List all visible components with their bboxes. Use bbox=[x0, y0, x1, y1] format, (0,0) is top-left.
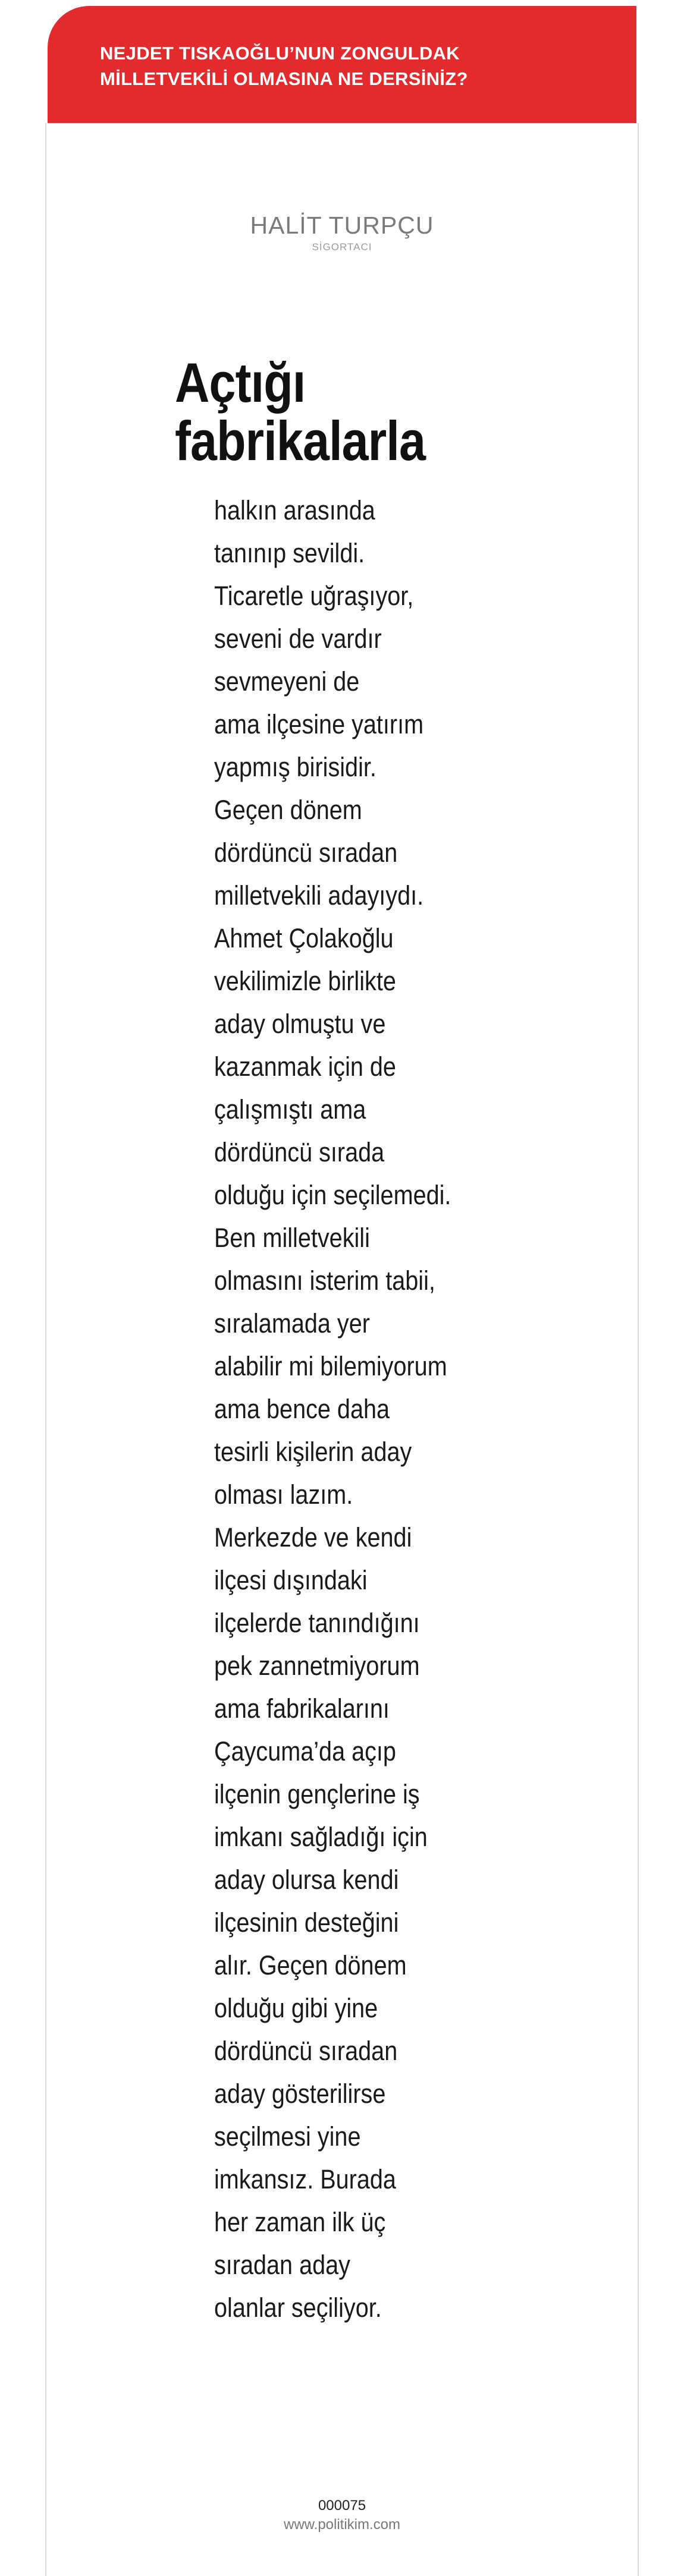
body-line: olduğu gibi yine bbox=[214, 1993, 378, 2023]
body-line: ilçesinin desteğini bbox=[214, 1907, 399, 1938]
body-line: Ben milletvekili bbox=[214, 1223, 370, 1253]
body-line: Geçen dönem bbox=[214, 795, 362, 825]
body-line: ama bence daha bbox=[214, 1394, 390, 1424]
body-line: tesirli kişilerin aday bbox=[214, 1437, 412, 1467]
author-name: HALİT TURPÇU bbox=[250, 212, 434, 239]
body-line: ama ilçesine yatırım bbox=[214, 709, 424, 739]
author-block bbox=[46, 211, 638, 254]
banner-title-line-2: MİLLETVEKİLİ OLMASINA NE DERSİNİZ? bbox=[100, 68, 468, 89]
body-line: olması lazım. bbox=[214, 1479, 353, 1510]
author-role: SİGORTACI bbox=[312, 241, 372, 253]
body-line: çalışmıştı ama bbox=[214, 1094, 366, 1125]
body-line: alabilir mi bilemiyorum bbox=[214, 1351, 447, 1381]
body-line: dördüncü sıradan bbox=[214, 837, 398, 868]
article-card bbox=[45, 123, 639, 2576]
body-line: Merkezde ve kendi bbox=[214, 1522, 412, 1552]
body-line: ama fabrikalarını bbox=[214, 1693, 390, 1724]
footer-code: 000075 bbox=[318, 2498, 366, 2514]
title-banner bbox=[48, 6, 636, 123]
body-line: halkın arasında bbox=[214, 495, 375, 525]
body-line: pek zannetmiyorum bbox=[214, 1651, 420, 1681]
body-line: olmasını isterim tabii, bbox=[214, 1265, 435, 1296]
banner-title-line-1: NEJDET TISKAOĞLU’NUN ZONGULDAK bbox=[100, 43, 460, 64]
article-body bbox=[214, 489, 484, 2329]
body-line: kazanmak için de bbox=[214, 1051, 396, 1082]
body-line: alır. Geçen dönem bbox=[214, 1950, 407, 1980]
body-line: Ahmet Çolakoğlu bbox=[214, 923, 394, 953]
body-line: ilçesi dışındaki bbox=[214, 1565, 368, 1595]
headline-line-1: Açtığı bbox=[175, 351, 306, 414]
footer bbox=[46, 2496, 638, 2534]
headline bbox=[175, 351, 426, 472]
body-line: Ticaretle uğraşıyor, bbox=[214, 581, 414, 611]
body-line: yapmış birisidir. bbox=[214, 752, 376, 782]
body-line: olanlar seçiliyor. bbox=[214, 2292, 382, 2323]
body-line: imkanı sağladığı için bbox=[214, 1822, 428, 1852]
body-line: sıradan aday bbox=[214, 2250, 350, 2280]
body-line: her zaman ilk üç bbox=[214, 2207, 386, 2237]
body-line: aday olursa kendi bbox=[214, 1865, 399, 1895]
body-line: aday olmuştu ve bbox=[214, 1009, 386, 1039]
headline-line-2: fabrikalarla bbox=[175, 410, 426, 472]
body-line: Çaycuma’da açıp bbox=[214, 1736, 396, 1766]
body-line: tanınıp sevildi. bbox=[214, 538, 365, 568]
body-line: sevmeyeni de bbox=[214, 666, 360, 697]
body-line: milletvekili adayıydı. bbox=[214, 880, 424, 911]
body-line: ilçelerde tanındığını bbox=[214, 1608, 420, 1638]
body-line: seveni de vardır bbox=[214, 623, 382, 654]
body-line: olduğu için seçilemedi. bbox=[214, 1180, 451, 1210]
body-line: vekilimizle birlikte bbox=[214, 966, 396, 996]
body-line: sıralamada yer bbox=[214, 1308, 370, 1339]
body-line: aday gösterilirse bbox=[214, 2079, 386, 2109]
body-line: dördüncü sıradan bbox=[214, 2036, 398, 2066]
body-line: dördüncü sırada bbox=[214, 1137, 385, 1167]
body-line: ilçenin gençlerine iş bbox=[214, 1779, 420, 1809]
body-line: seçilmesi yine bbox=[214, 2121, 361, 2152]
footer-url: www.politikim.com bbox=[283, 2517, 401, 2533]
body-line: imkansız. Burada bbox=[214, 2164, 396, 2194]
